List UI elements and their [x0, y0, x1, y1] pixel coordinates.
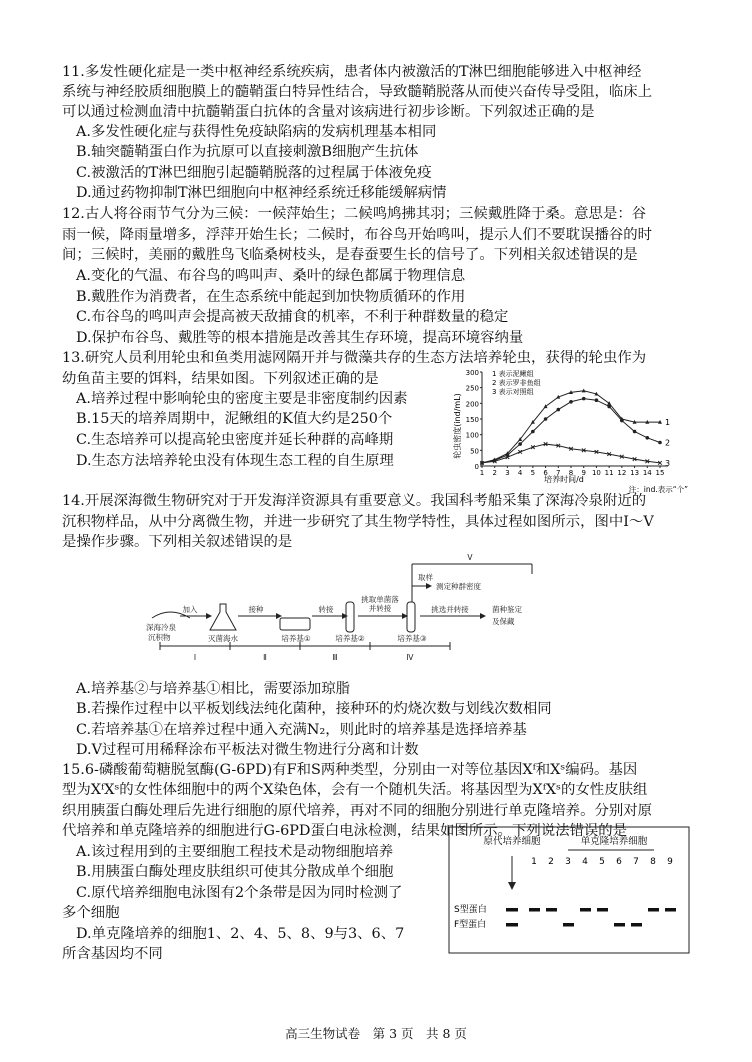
diagram-step-i: Ⅰ [193, 653, 197, 662]
diagram-step-iv: Ⅳ [406, 653, 414, 662]
chart-legend-entry: 2 表示罗非鱼组 [492, 379, 541, 387]
q14-option-c: C.若培养基①在培养过程中通入充满N₂，则此时的培养基是选择培养基 [76, 722, 527, 738]
gel-lane-label: 1 [531, 857, 537, 867]
gel-lane-label: 7 [633, 857, 639, 867]
chart-point-series-2 [582, 397, 586, 401]
q12-option-b: B.戴胜作为消费者，在生态系统中能起到加快物质循环的作用 [76, 289, 466, 305]
diagram-tube2: 培养基② [335, 634, 365, 643]
chart-x-tick-label: 6 [543, 469, 548, 477]
chart-y-tick-label: 200 [465, 400, 479, 409]
gel-band-lane-8 [648, 908, 659, 912]
diagram-end-1: 菌种鉴定 [492, 605, 522, 614]
q13-option-c: C.生态培养可以提高轮虫密度并延长种群的高峰期 [76, 432, 394, 448]
chart-series-label-3: 3 [665, 458, 671, 468]
q12-stem-line2: 雨一候，降雨量增多，浮萍开始生长；二候时，布谷鸟开始鸣叫，提示人们不要耽误播谷的时 [62, 227, 653, 243]
diagram-arrow-transfer: 转接 [318, 605, 334, 614]
gel-lane-label: 8 [650, 857, 656, 867]
diagram-arrow-inoculate: 接种 [248, 605, 264, 614]
diagram-sample-1: 深海冷泉 [146, 623, 176, 632]
chart-point-series-2 [531, 430, 535, 434]
diagram-arrow-select: 挑选并转接 [431, 605, 469, 614]
diagram-step-v: Ⅴ [467, 553, 473, 562]
q15-stem-line4: 代培养和单克隆培养的细胞进行G-6PD蛋白电泳检测，结果如图所示。下列说法错误的是 [62, 823, 628, 839]
chart-x-tick-label: 2 [492, 469, 497, 477]
chart-x-tick-label: 5 [530, 469, 536, 477]
q12-option-c: C.布谷鸟的鸣叫声会提高被天敌捕食的机率，不利于种群数量的稳定 [76, 309, 509, 325]
chart-note: 注：ind.表示“个” [628, 485, 688, 494]
rotifer-density-chart [452, 366, 692, 494]
gel-lane-label: 3 [565, 857, 571, 867]
chart-ylabel: 轮虫密度(ind/mL) [453, 393, 462, 459]
chart-point-series-2 [544, 417, 548, 421]
gel-lane-label: 4 [582, 857, 588, 867]
diagram-measure: 测定种群密度 [436, 582, 481, 591]
diagram-arrow-pick-1: 挑取单菌落 [361, 595, 399, 604]
chart-x-tick-label: 4 [517, 469, 523, 477]
q13-option-b: B.15天的培养周期中，泥鳅组的K值大约是250个 [76, 411, 393, 427]
diagram-step-ii: Ⅱ [263, 653, 267, 662]
chart-point-series-2 [569, 400, 573, 404]
gel-band-lane-1 [529, 908, 540, 912]
chart-x-tick-label: 14 [642, 469, 652, 477]
q11-option-d: D.通过药物抑制T淋巴细胞向中枢神经系统迁移能缓解病情 [76, 185, 447, 201]
chart-y-tick-label: 150 [465, 416, 479, 424]
page-footer: 高三生物试卷 第 3 页 共 8 页 [285, 1026, 467, 1041]
q11-option-c: C.被激活的T淋巴细胞引起髓鞘脱落的过程属于体液免疫 [76, 165, 432, 181]
gel-band-lane-7 [631, 923, 642, 927]
chart-x-tick-label: 1 [479, 469, 485, 477]
gel-band-lane-6 [614, 923, 625, 927]
q12-option-a: A.变化的气温、布谷鸟的鸣叫声、桑叶的绿色都属于物理信息 [76, 268, 466, 284]
q11-stem-line1: 11.多发性硬化症是一类中枢神经系统疾病，患者体内被激活的T淋巴细胞能够进入中枢神经 [62, 64, 642, 80]
diagram-tube3: 培养基③ [397, 634, 427, 643]
chart-series-label-1: 1 [665, 418, 671, 428]
q14-option-d: D.Ⅴ过程可用稀释涂布平板法对微生物进行分离和计数 [76, 742, 419, 758]
gel-header-left: 原代培养细胞 [483, 836, 541, 847]
q13-option-d: D.生态方法培养轮虫没有体现生态工程的自生原理 [76, 453, 394, 469]
chart-y-tick-label: 100 [465, 431, 479, 440]
q13-stem-line1: 13.研究人员利用轮虫和鱼类用滤网隔开并与微藻共存的生态方法培养轮虫，获得的轮虫作为 [62, 350, 647, 366]
diagram-arrow-add: 加入 [182, 605, 198, 614]
gel-lane-label: 9 [667, 857, 673, 867]
chart-x-tick-label: 7 [556, 469, 561, 477]
q14-option-a: A.培养基②与培养基①相比，需要添加琼脂 [76, 681, 350, 697]
q14-stem-line1: 14.开展深海微生物研究对于开发海洋资源具有重要意义。我国科考船采集了深海冷泉附近的 [62, 493, 647, 509]
q15-option-c: C.原代培养细胞电泳图有2个条带是因为同时检测了 [76, 885, 403, 901]
q14-stem-line2: 沉积物样品，从中分离微生物，并进一步研究了其生物学特性，具体过程如图所示，图中Ⅰ～Ⅴ [62, 514, 654, 530]
gel-band-lane-3 [563, 923, 574, 927]
gel-row-s: S型蛋白 [454, 905, 487, 915]
chart-point-series-2 [658, 441, 662, 445]
q13-stem-line2: 幼鱼苗主要的饵料，结果如图。下列叙述正确的是 [62, 371, 379, 387]
q14-option-b: B.若操作过程中以平板划线法纯化菌种，接种环的灼烧次数与划线次数相同 [76, 701, 552, 717]
gel-row-f: F型蛋白 [454, 920, 487, 930]
chart-legend-entry: 3 表示对照组 [492, 388, 534, 396]
q15-option-d-cont: 所含基因均不同 [62, 946, 163, 962]
chart-point-series-2 [595, 398, 599, 402]
q15-option-c-cont: 多个细胞 [62, 905, 120, 921]
chart-xlabel: 培养时间/d [544, 475, 584, 484]
chart-x-tick-label: 9 [581, 469, 586, 477]
chart-series-label-2: 2 [665, 438, 671, 448]
q11-stem-line2: 系统与神经胶质细胞膜上的髓鞘蛋白特异性结合，导致髓鞘脱落从而使兴奋传导受阻，临床上 [62, 84, 653, 100]
q12-stem-line1: 12.古人将谷雨节气分为三候：一候萍始生；二候鸣鸠拂其羽；三候戴胜降于桑。意思是：谷 [62, 206, 647, 222]
gel-header-right: 单克隆培养细胞 [580, 836, 648, 847]
gel-band-lane-5 [597, 908, 608, 912]
q15-stem-line2: 型为XᶠXˢ的女性体细胞中的两个X染色体，会有一个随机失活。将基因型为XᶠXˢ的女性皮肤组 [62, 782, 648, 798]
chart-x-tick-label: 3 [505, 469, 510, 477]
q11-option-a: A.多发性硬化症与获得性免疫缺陷病的发病机理基本相同 [76, 124, 437, 140]
q15-stem-line1: 15.6-磷酸葡萄糖脱氢酶(G-6PD)有F和S两种类型，分别由一对等位基因Xᶠ和Xˢ编码。基因 [62, 762, 638, 778]
diagram-flask: 灭菌海水 [208, 634, 238, 643]
chart-point-series-2 [607, 405, 611, 409]
chart-point-series-2 [633, 430, 637, 434]
diagram-plate: 培养基① [281, 634, 311, 643]
q11-option-b: B.轴突髓鞘蛋白作为抗原可以直接刺激B细胞产生抗体 [76, 144, 419, 160]
chart-y-tick-label: 300 [465, 369, 479, 377]
q15-option-a: A.该过程用到的主要细胞工程技术是动物细胞培养 [76, 844, 394, 860]
electrophoresis-gel [448, 826, 690, 954]
chart-y-tick-label: 50 [470, 447, 479, 456]
diagram-step-iii: Ⅲ [332, 653, 338, 662]
q15-stem-line3: 织用胰蛋白酶处理后先进行细胞的原代培养，再对不同的细胞分别进行单克隆培养。分别对原 [62, 803, 653, 819]
gel-band-primary-f [506, 923, 518, 927]
gel-band-primary-s [506, 908, 518, 912]
diagram-arrow-pick-2: 并转接 [368, 604, 392, 613]
chart-point-series-2 [645, 436, 649, 440]
q15-option-d: D.单克隆培养的细胞1、2、4、5、8、9与3、6、7 [76, 926, 405, 942]
q12-stem-line3: 间；三候时，美丽的戴胜鸟飞临桑树枝头，是春蚕要生长的信号了。下列相关叙述错误的是 [62, 247, 638, 263]
q11-stem-line3: 可以通过检测血清中抗髓鞘蛋白抗体的含量对该病进行初步诊断。下列叙述正确的是 [62, 104, 595, 120]
diagram-sample-2: 沉积物 [148, 633, 171, 642]
q13-option-a: A.培养过程中影响轮虫的密度主要是非密度制约因素 [76, 391, 408, 407]
q15-option-b: B.用胰蛋白酶处理皮肤组织可使其分散成单个细胞 [76, 864, 394, 880]
chart-x-tick-label: 8 [568, 469, 574, 477]
diagram-sample-top: 取样 [418, 573, 433, 582]
chart-x-tick-label: 10 [591, 469, 601, 477]
microbe-isolation-diagram [140, 546, 670, 676]
gel-lane-label: 6 [616, 857, 622, 867]
chart-x-tick-label: 11 [604, 469, 614, 477]
chart-y-tick-label: 250 [465, 384, 479, 393]
gel-band-lane-4 [580, 908, 591, 912]
gel-band-lane-2 [546, 908, 557, 912]
chart-x-tick-label: 15 [655, 469, 665, 477]
chart-y-tick-label: 0 [474, 463, 479, 471]
chart-x-tick-label: 13 [630, 469, 640, 477]
gel-lane-label: 2 [548, 857, 554, 867]
chart-legend-entry: 1 表示泥鳅组 [492, 370, 534, 378]
chart-point-series-2 [620, 419, 624, 423]
q12-option-d: D.保护布谷鸟、戴胜等的根本措施是改善其生存环境，提高环境容纳量 [76, 330, 524, 346]
gel-band-lane-9 [665, 908, 676, 912]
gel-lane-label: 5 [599, 857, 605, 867]
q14-stem-line3: 是操作步骤。下列相关叙述错误的是 [62, 534, 293, 550]
chart-point-series-2 [518, 442, 522, 446]
chart-point-series-2 [556, 408, 560, 412]
chart-x-tick-label: 12 [617, 469, 627, 477]
diagram-end-2: 及保藏 [492, 617, 515, 626]
